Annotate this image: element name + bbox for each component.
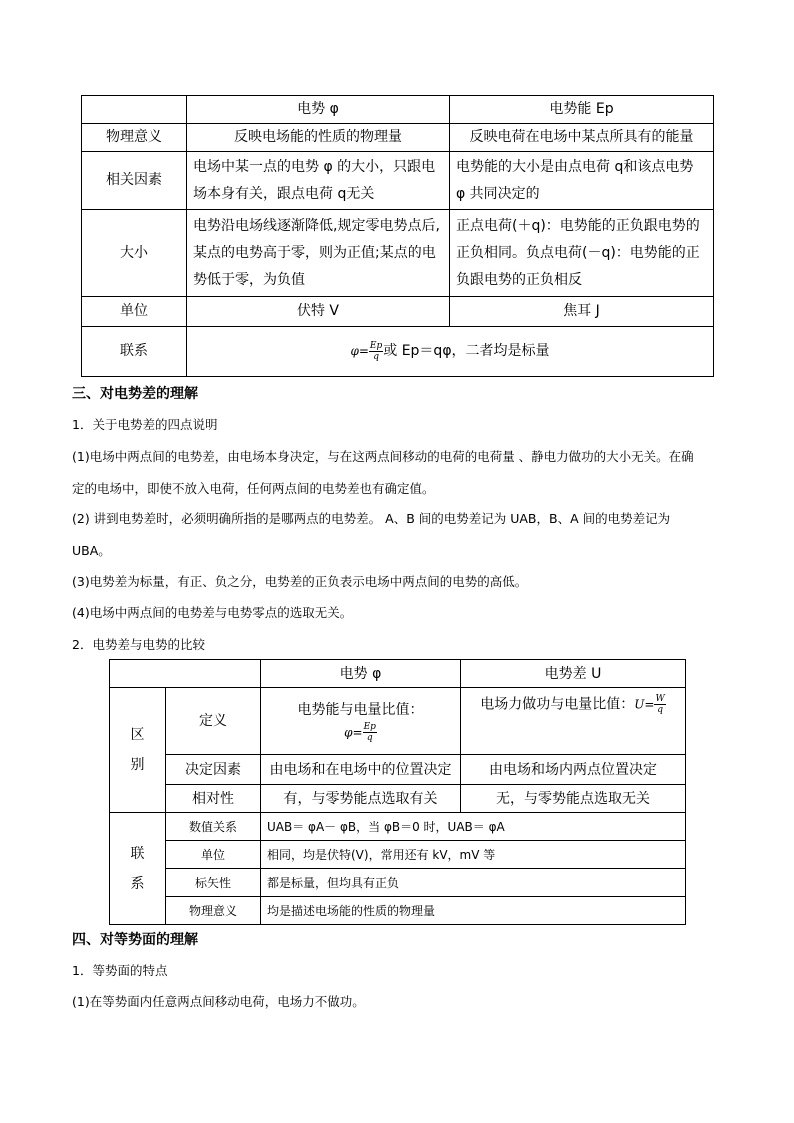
fraction-denominator: q (657, 705, 663, 715)
paragraph-line: 定的电场中，即使不放入电荷，任何两点间的电势差也有确定值。 (72, 481, 435, 496)
fraction (654, 694, 665, 715)
table-header-row (110, 660, 686, 688)
cell-line: 电势能的大小是由点电荷 q和该点电势 (456, 158, 694, 175)
formula-cell (187, 327, 714, 377)
table-row (110, 869, 686, 897)
cell-line: 负跟电势的正负相反 (456, 271, 582, 288)
cell-line: 电场力做功与电量比值： (480, 696, 635, 713)
cell: 焦耳 J (450, 297, 714, 327)
fraction-denominator: q (373, 351, 379, 362)
table-header-energy: 电势能 Ep (450, 96, 714, 124)
cell-line: 电势能与电量比值： (297, 701, 424, 718)
subheading: 1．关于电势差的四点说明 (72, 417, 218, 432)
paragraph-line: (3)电势差为标量，有正、负之分，电势差的正负表示电场中两点间的电势的高低。 (72, 574, 528, 589)
potential-difference-table (109, 659, 686, 925)
table-header-empty (82, 96, 187, 124)
cell (261, 688, 461, 755)
table-row (110, 755, 686, 785)
section-title: 四、对等势面的理解 (72, 932, 198, 948)
table-row (82, 297, 714, 327)
cell (187, 210, 450, 297)
cell: 由电场和场内两点位置决定 (461, 755, 686, 785)
cell-line: 场本身有关，跟点电荷 q无关 (193, 185, 375, 202)
cell-line: 电势沿电场线逐渐降低,规定零电势点后, (193, 217, 440, 234)
formula (261, 722, 460, 743)
fraction-denominator: q (366, 732, 373, 743)
table-row (110, 897, 686, 925)
table-header-empty (110, 660, 261, 688)
fraction-numerator: Ep (369, 340, 383, 351)
cell: 由电场和在电场中的位置决定 (261, 755, 461, 785)
row-label: 物理意义 (82, 124, 187, 152)
row-label: 单位 (166, 841, 261, 869)
cell (461, 688, 686, 755)
cell: 均是描述电场能的性质的物理量 (261, 897, 686, 925)
subheading: 1．等势面的特点 (72, 963, 168, 978)
table-header-row (82, 96, 714, 124)
row-label: 相对性 (166, 785, 261, 813)
fraction (363, 722, 377, 743)
row-label: 大小 (82, 210, 187, 297)
group-label (110, 688, 166, 813)
table-row (110, 813, 686, 841)
cell (450, 152, 714, 210)
cell (187, 152, 450, 210)
table-header-potential: 电势 φ (187, 96, 450, 124)
table-row (82, 210, 714, 297)
fraction-numerator: Ep (363, 721, 376, 732)
formula-lhs: φ= (344, 725, 363, 739)
cell-line: 某点的电势高于零，则为正值;某点的电 (193, 244, 436, 261)
paragraph-line: (1)电场中两点间的电势差，由电场本身决定，与在这两点间移动的电荷的电荷量 、静电力做功的大小无关。在确 (72, 449, 694, 464)
group-label-text: 联系 (130, 845, 145, 892)
section-title: 三、对电势差的理解 (72, 386, 198, 402)
cell-line: 势低于零，为负值 (193, 271, 305, 288)
fraction (369, 341, 383, 362)
row-label: 标矢性 (166, 869, 261, 897)
potential-energy-table (81, 95, 714, 377)
cell: 伏特 V (187, 297, 450, 327)
group-label (110, 813, 166, 925)
row-label: 单位 (82, 297, 187, 327)
table-row (82, 327, 714, 377)
formula-lhs: φ= (350, 344, 369, 358)
cell (450, 210, 714, 297)
paragraph-line: (2) 讲到电势差时，必须明确所指的是哪两点的电势差。 A、B 间的电势差记为 UAB，B、A 间的电势差记为 (72, 511, 671, 526)
paragraph-line: UBA。 (72, 543, 111, 558)
group-label-text: 区别 (130, 727, 145, 773)
table-header-potential: 电势 φ (261, 660, 461, 688)
cell: UAB＝ φA－ φB，当 φB＝0 时，UAB＝ φA (261, 813, 686, 841)
cell: 有，与零势能点选取有关 (261, 785, 461, 813)
cell-line: 正负相同。负点电荷(－q)：电势能的正 (456, 244, 700, 261)
fraction-numerator: W (655, 694, 665, 704)
row-label: 决定因素 (166, 755, 261, 785)
row-label: 物理意义 (166, 897, 261, 925)
table-row (110, 688, 686, 755)
table-row (82, 124, 714, 152)
table-header-difference: 电势差 U (461, 660, 686, 688)
cell-line: φ 共同决定的 (456, 185, 540, 202)
paragraph-line: (1)在等势面内任意两点间移动电荷，电场力不做功。 (72, 994, 365, 1009)
cell-line: 电场中某一点的电势 φ 的大小，只跟电 (193, 158, 436, 175)
cell: 都是标量，但均具有正负 (261, 869, 686, 897)
paragraph-line: (4)电场中两点间的电势差与电势零点的选取无关。 (72, 605, 353, 620)
row-label: 联系 (82, 327, 187, 377)
subheading: 2．电势差与电势的比较 (72, 637, 205, 652)
cell: 反映电场能的性质的物理量 (187, 124, 450, 152)
table-row (82, 152, 714, 210)
cell: 反映电荷在电场中某点所具有的能量 (450, 124, 714, 152)
table-row (110, 841, 686, 869)
cell: 无，与零势能点选取无关 (461, 785, 686, 813)
formula-lhs: U= (634, 697, 655, 712)
formula-rest: 或 Ep＝qφ，二者均是标量 (383, 343, 550, 359)
row-label: 定义 (166, 688, 261, 755)
cell-line: 正点电荷(＋q)：电势能的正负跟电势的 (456, 217, 700, 234)
row-label: 数值关系 (166, 813, 261, 841)
row-label: 相关因素 (82, 152, 187, 210)
cell: 相同，均是伏特(V)，常用还有 kV，mV 等 (261, 841, 686, 869)
table-row (110, 785, 686, 813)
